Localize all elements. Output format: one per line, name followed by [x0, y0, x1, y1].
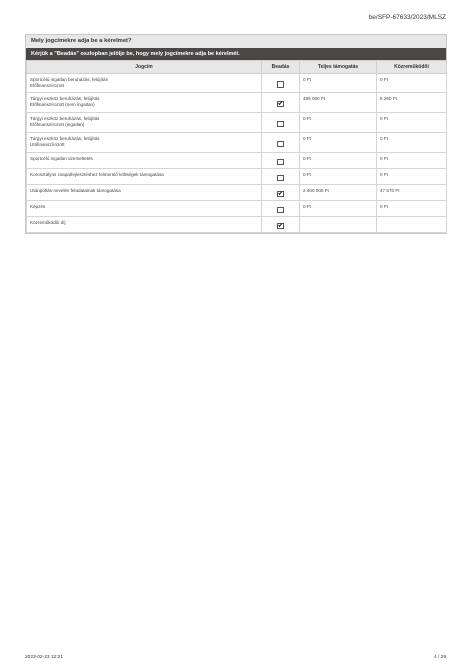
row-jogcim: Tárgyi eszköz beruházás, felújítás Utófinanszírozott	[27, 133, 262, 153]
row-jogcim: Sportcélú ingatlan beruházás, felújítás Előfinanszírozott	[27, 74, 262, 93]
row-kozremukodoi: 0 Ft	[377, 113, 447, 133]
table-row	[27, 113, 447, 133]
row-kozremukodoi	[377, 217, 447, 233]
beadas-checkbox[interactable]	[277, 207, 284, 214]
row-teljes-tamogatas: 0 Ft	[300, 133, 377, 153]
beadas-checkbox[interactable]	[277, 121, 284, 128]
table-row	[27, 133, 447, 153]
row-teljes-tamogatas: 0 Ft	[300, 153, 377, 169]
row-jogcim: Tárgyi eszköz beruházás, felújítás Előfinanszírozott (nem ingatlan)	[27, 93, 262, 113]
row-kozremukodoi: 0 Ft	[377, 74, 447, 93]
row-teljes-tamogatas: 0 Ft	[300, 169, 377, 185]
row-jogcim: Sportcélú ingatlan üzemeltetés	[27, 153, 262, 169]
footer-timestamp: 2023-02-23 12:21	[25, 655, 63, 660]
row-beadas-cell	[262, 93, 300, 113]
section-instruction: Kérjük a "Beadás" oszlopban jelölje be, hogy mely jogcímekre adja be kérelmét.	[26, 48, 446, 60]
row-teljes-tamogatas: 0 Ft	[300, 74, 377, 93]
table-row	[27, 153, 447, 169]
beadas-checkbox[interactable]	[277, 101, 284, 108]
beadas-checkbox[interactable]	[277, 223, 284, 230]
row-beadas-cell	[262, 217, 300, 233]
document-reference: be/SFP-67633/2023/MLSZ	[368, 14, 446, 21]
row-beadas-cell	[262, 201, 300, 217]
row-kozremukodoi: 0 Ft	[377, 153, 447, 169]
beadas-checkbox[interactable]	[277, 159, 284, 166]
row-beadas-cell	[262, 169, 300, 185]
row-kozremukodoi: 47 570 Ft	[377, 185, 447, 201]
table-row	[27, 201, 447, 217]
beadas-checkbox[interactable]	[277, 141, 284, 148]
row-teljes-tamogatas: 0 Ft	[300, 201, 377, 217]
table-row	[27, 217, 447, 233]
row-jogcim: Tárgyi eszköz beruházás, felújítás Előfinanszírozott (ingatlan)	[27, 113, 262, 133]
categories-table	[26, 60, 447, 233]
row-teljes-tamogatas: 486 000 Ft	[300, 93, 377, 113]
row-teljes-tamogatas	[300, 217, 377, 233]
row-beadas-cell	[262, 113, 300, 133]
application-categories-section	[25, 34, 447, 234]
row-teljes-tamogatas: 2 400 000 Ft	[300, 185, 377, 201]
table-row	[27, 185, 447, 201]
row-kozremukodoi: 0 Ft	[377, 169, 447, 185]
row-beadas-cell	[262, 133, 300, 153]
footer-page-number: 4 / 29	[433, 655, 446, 660]
table-row	[27, 169, 447, 185]
beadas-checkbox[interactable]	[277, 175, 284, 182]
row-teljes-tamogatas: 0 Ft	[300, 113, 377, 133]
table-body	[27, 74, 447, 233]
beadas-checkbox[interactable]	[277, 81, 284, 88]
row-beadas-cell	[262, 74, 300, 93]
row-beadas-cell	[262, 185, 300, 201]
table-row	[27, 93, 447, 113]
column-header-jogcim: Jogcím	[27, 61, 262, 74]
table-header-row	[27, 61, 447, 74]
row-kozremukodoi: 5 260 Ft	[377, 93, 447, 113]
row-kozremukodoi: 0 Ft	[377, 201, 447, 217]
column-header-teljes: Teljes támogatás	[300, 61, 377, 74]
row-jogcim: Korosztályos csapatfejlesztéshez felmerülő költségek támogatása	[27, 169, 262, 185]
column-header-kozremukodoi: Közreműködői	[377, 61, 447, 74]
row-jogcim: Utánpótlás-nevelés feladatainak támogatása	[27, 185, 262, 201]
table-row	[27, 74, 447, 93]
row-kozremukodoi: 0 Ft	[377, 133, 447, 153]
column-header-beadas: Beadás	[262, 61, 300, 74]
row-jogcim: Közreműködői díj	[27, 217, 262, 233]
row-beadas-cell	[262, 153, 300, 169]
section-question: Mely jogcímekre adja be a kérelmet?	[26, 35, 446, 48]
beadas-checkbox[interactable]	[277, 191, 284, 198]
row-jogcim: Képzés	[27, 201, 262, 217]
